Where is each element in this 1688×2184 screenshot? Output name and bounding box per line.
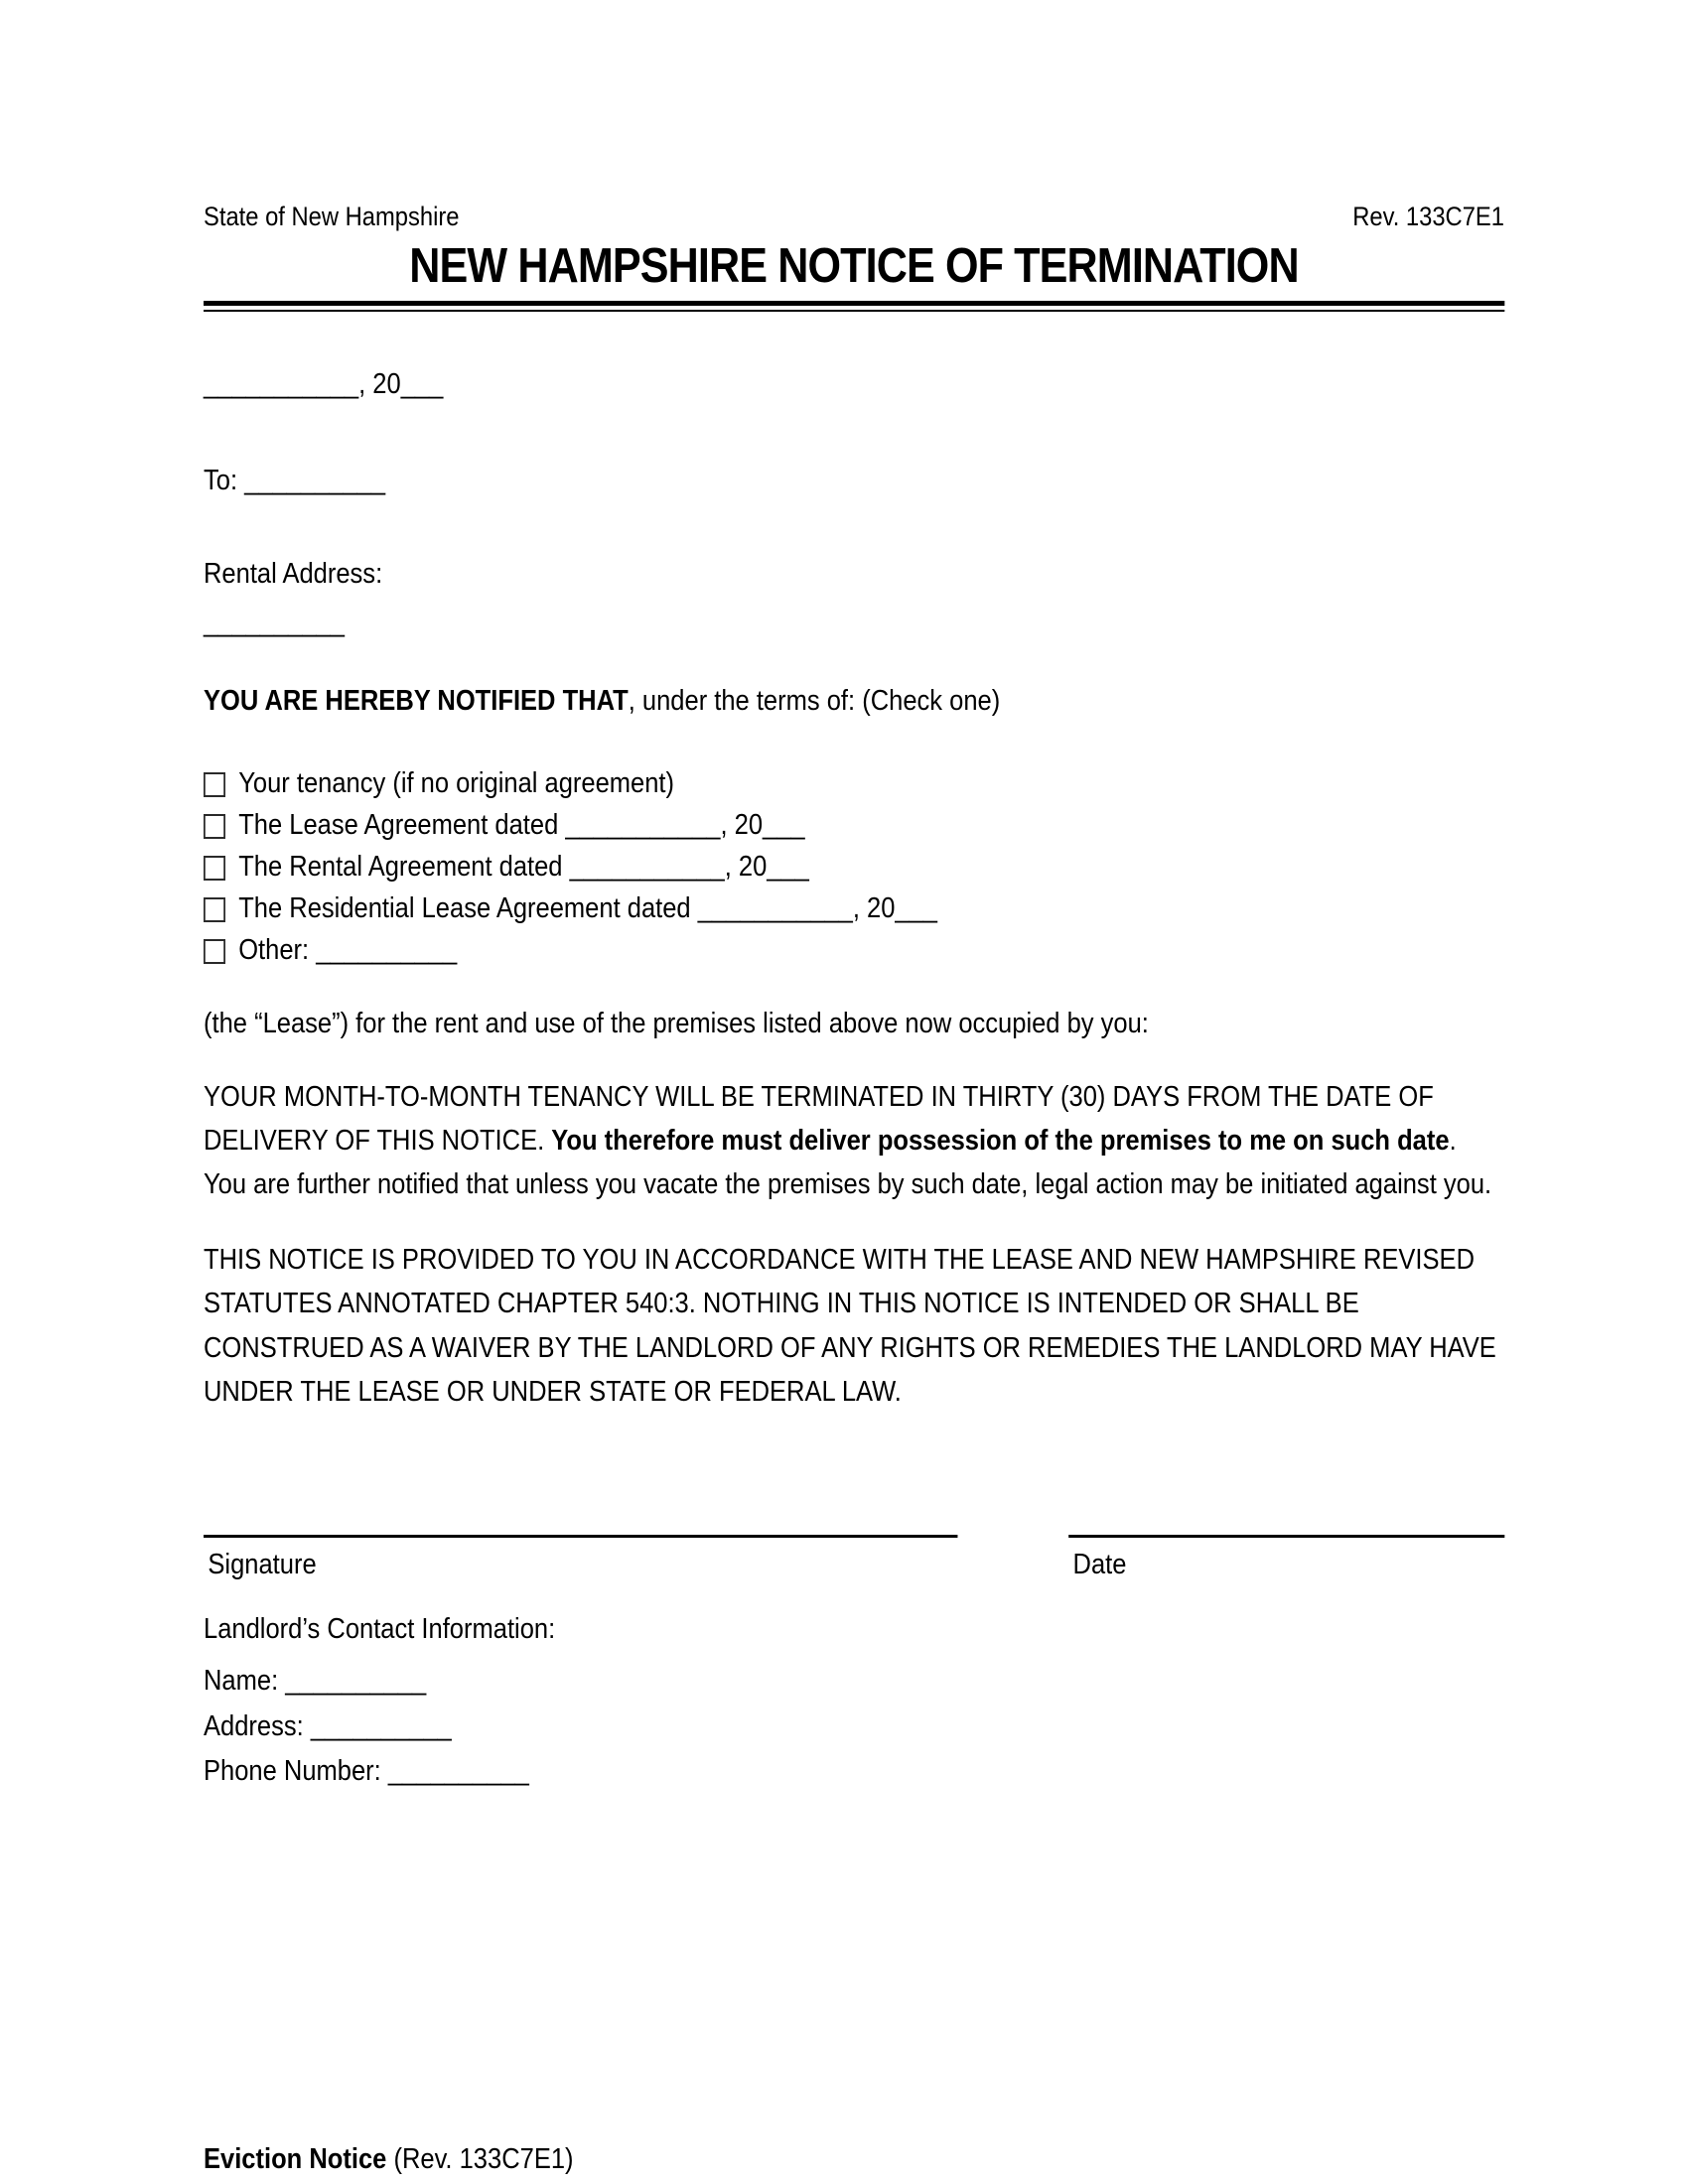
- date-fill-line: [204, 365, 1504, 404]
- date-rule-line: [1068, 1535, 1504, 1584]
- date-column: [1068, 1535, 1504, 1584]
- checkbox-rental-agreement-label: The Rental Agreement dated ___________, 20___: [238, 851, 809, 884]
- checkbox-other-icon[interactable]: [204, 939, 225, 964]
- to-label: To:: [204, 465, 238, 497]
- signature-row: [204, 1535, 1504, 1584]
- title-double-rule: [204, 301, 1504, 312]
- list-item: [204, 887, 1504, 929]
- checkbox-lease-agreement-icon[interactable]: [204, 814, 225, 839]
- signature-label: Signature: [208, 1548, 317, 1580]
- footer-doc-name: Eviction Notice: [204, 2143, 387, 2176]
- signature-column: [204, 1535, 958, 1584]
- contact-name-line: [204, 1663, 1504, 1701]
- date-blank: ___________, 20___: [204, 368, 444, 401]
- notified-statement-rest: , under the terms of: (Check one): [628, 684, 1001, 717]
- contact-info-heading: Landlord’s Contact Information:: [204, 1612, 556, 1645]
- address-blank: __________: [310, 1709, 452, 1742]
- to-blank: __________: [244, 465, 386, 497]
- to-line: [204, 462, 1504, 500]
- document-footer: [204, 2140, 1504, 2179]
- notified-statement: [204, 682, 1504, 721]
- lease-clause: (the “Lease”) for the rent and use of the premises listed above now occupied by you:: [204, 1008, 1149, 1040]
- footer-revision: (Rev. 133C7E1): [386, 2143, 574, 2176]
- checkbox-tenancy-label: Your tenancy (if no original agreement): [238, 767, 675, 800]
- list-item: [204, 804, 1504, 846]
- contact-phone-line: [204, 1753, 1504, 1791]
- checkbox-residential-lease-icon[interactable]: [204, 897, 225, 922]
- checkbox-other-label: Other: __________: [238, 934, 458, 967]
- checkbox-rental-agreement-icon[interactable]: [204, 856, 225, 881]
- termination-paragraph-bold: You therefore must deliver possession of the premises to me on such date: [551, 1125, 1450, 1158]
- statute-paragraph: THIS NOTICE IS PROVIDED TO YOU IN ACCORDANCE WITH THE LEASE AND NEW HAMPSHIRE REVISED STATUTES ANNOTATED CHAPTER 540:3. NOTHING IN THIS NOTICE IS INTENDED OR SHALL BE CONSTRUED AS A WAIVER BY THE LANDLORD OF ANY RIGHTS OR REMEDIES THE LANDLORD MAY HAVE UNDER THE LEASE OR UNDER STATE OR FEDERAL LAW.: [204, 1244, 1496, 1408]
- document-content: [204, 199, 1504, 2179]
- phone-blank: __________: [387, 1755, 529, 1788]
- contact-address-line: [204, 1708, 1504, 1746]
- check-one-list: [204, 762, 1504, 971]
- termination-paragraph-part2: . You are further notified that unless you vacate the premises by such date, legal action may be initiated against you.: [204, 1125, 1492, 1201]
- termination-paragraph: [204, 1075, 1504, 1206]
- page-title: NEW HAMPSHIRE NOTICE OF TERMINATION: [409, 239, 1299, 294]
- rental-address-blank: __________: [204, 606, 345, 638]
- checkbox-residential-lease-label: The Residential Lease Agreement dated ___________, 20___: [238, 892, 937, 925]
- address-label: Address:: [204, 1709, 304, 1742]
- state-label: State of New Hampshire: [204, 202, 460, 231]
- termination-paragraph-part1: YOUR MONTH-TO-MONTH TENANCY WILL BE TERMINATED IN THIRTY (30) DAYS FROM THE DATE OF DELIVERY OF THIS NOTICE.: [204, 1081, 1434, 1158]
- checkbox-tenancy-icon[interactable]: [204, 772, 225, 797]
- revision-label: Rev. 133C7E1: [1352, 202, 1504, 231]
- phone-label: Phone Number:: [204, 1755, 381, 1788]
- document-header: [204, 199, 1504, 234]
- rental-address-label: Rental Address:: [204, 557, 383, 590]
- name-blank: __________: [285, 1665, 427, 1697]
- date-label: Date: [1072, 1548, 1127, 1580]
- list-item: [204, 929, 1504, 971]
- signature-rule-line: [204, 1535, 958, 1584]
- list-item: [204, 846, 1504, 887]
- name-label: Name:: [204, 1665, 279, 1697]
- notified-statement-bold: YOU ARE HEREBY NOTIFIED THAT: [204, 684, 629, 717]
- checkbox-lease-agreement-label: The Lease Agreement dated ___________, 20___: [238, 809, 805, 842]
- list-item: [204, 762, 1504, 804]
